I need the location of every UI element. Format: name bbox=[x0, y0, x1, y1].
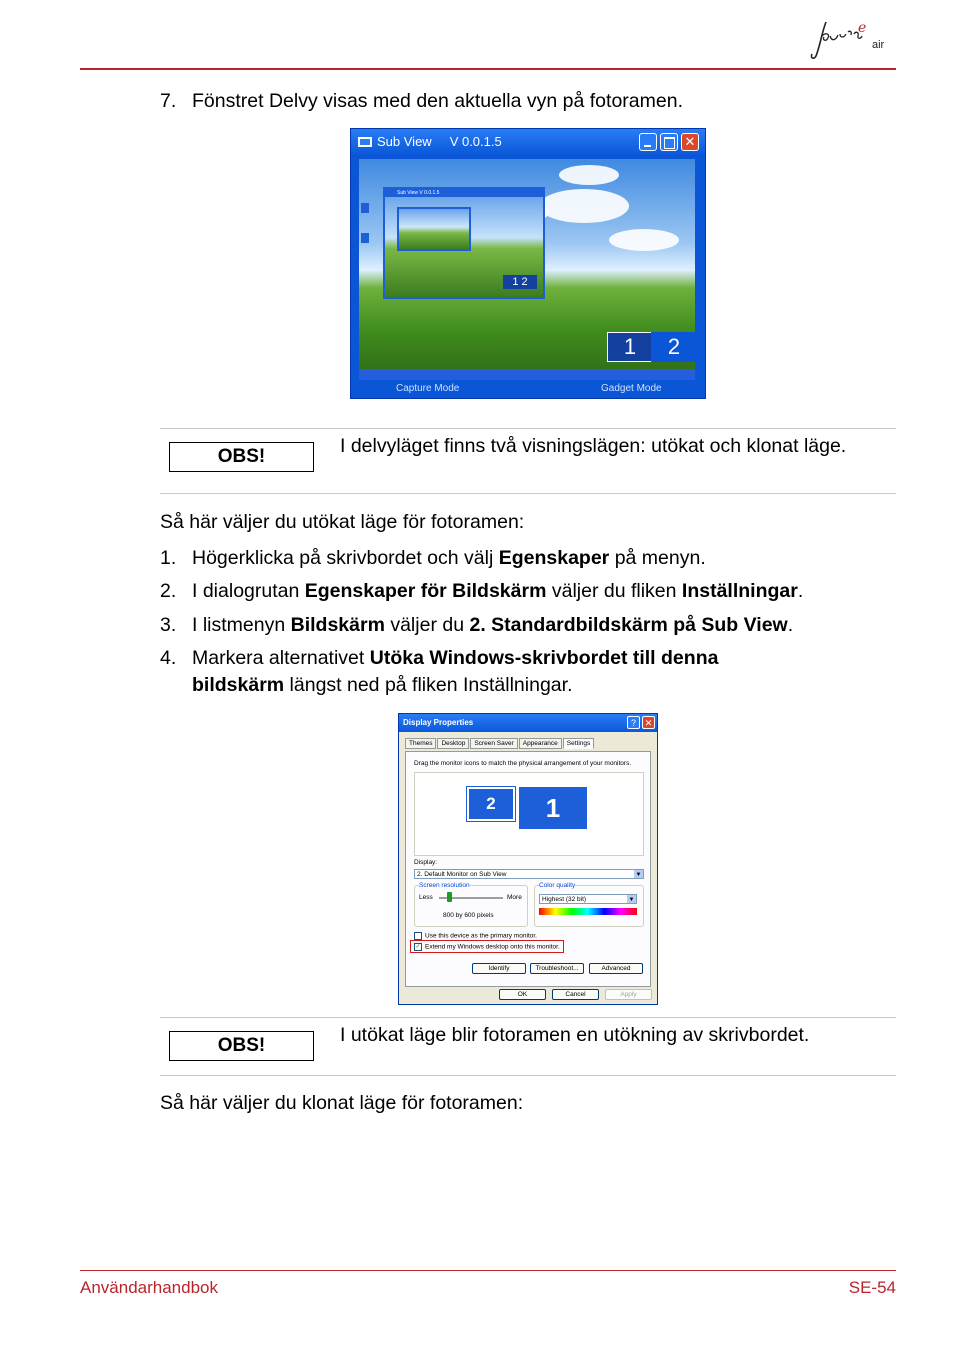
monitor-1-icon[interactable]: 1 bbox=[519, 787, 587, 829]
tab-themes[interactable]: Themes bbox=[405, 738, 436, 749]
subview-app-icon bbox=[357, 135, 373, 149]
note-rule-bottom bbox=[160, 493, 896, 494]
color-quality-select[interactable]: Highest (32 bit) ▼ bbox=[539, 894, 637, 904]
subview-titlebar bbox=[351, 129, 705, 155]
subview-title: Sub View bbox=[377, 134, 432, 149]
tab-settings[interactable]: Settings bbox=[563, 738, 595, 749]
footer-manual-title: Användarhandbok bbox=[80, 1278, 219, 1297]
resolution-label: Screen resolution bbox=[419, 882, 470, 889]
slider-thumb[interactable] bbox=[447, 892, 452, 902]
display-label: Display: bbox=[414, 859, 438, 866]
step-text: I dialogrutan Egenskaper för Bildskärm väljer du fliken Inställningar. bbox=[192, 580, 804, 602]
display-select[interactable]: 2. Default Monitor on Sub View ▼ bbox=[414, 869, 644, 879]
step-text: Markera alternativet Utöka Windows-skrivbordet till denna bildskärm längst ned på fliken Inställningar. bbox=[192, 647, 719, 696]
note-label: OBS! bbox=[169, 1031, 314, 1061]
monitor-2-icon[interactable]: 2 bbox=[651, 332, 697, 362]
svg-text:air: air bbox=[872, 39, 885, 51]
monitor-2-icon[interactable]: 2 bbox=[467, 787, 515, 821]
step-number: 2. bbox=[160, 580, 177, 602]
close-icon[interactable]: ✕ bbox=[681, 133, 699, 151]
nested-subview-window-2 bbox=[397, 207, 471, 251]
step-text: Högerklicka på skrivbordet och välj Egenskaper på menyn. bbox=[192, 547, 706, 569]
footer-rule bbox=[80, 1270, 896, 1271]
note-label: OBS! bbox=[169, 442, 314, 472]
help-icon[interactable]: ? bbox=[627, 716, 640, 729]
step-number: 4. bbox=[160, 647, 177, 669]
color-quality-group bbox=[534, 882, 644, 927]
step-text: Fönstret Delvy visas med den aktuella vyn på fotoramen. bbox=[192, 90, 683, 112]
settings-panel bbox=[405, 751, 651, 987]
note-text: I utökat läge blir fotoramen en utökning av skrivbordet. bbox=[340, 1024, 810, 1046]
close-icon[interactable]: ✕ bbox=[642, 716, 655, 729]
tab-desktop[interactable]: Desktop bbox=[437, 738, 469, 749]
primary-monitor-checkbox[interactable] bbox=[414, 932, 422, 940]
subview-bottom-bar bbox=[351, 380, 705, 398]
primary-monitor-label: Use this device as the primary monitor. bbox=[425, 932, 537, 940]
footer-page-number: SE-54 bbox=[848, 1278, 896, 1297]
note-text: I delvyläget finns två visningslägen: utökat och klonat läge. bbox=[340, 435, 847, 457]
nested-title: Sub View V 0.0.1.5 bbox=[385, 189, 543, 197]
note-rule-top bbox=[160, 1017, 896, 1018]
apply-button[interactable]: Apply bbox=[605, 989, 652, 1000]
minimize-icon[interactable] bbox=[639, 133, 657, 151]
step-number: 7. bbox=[160, 90, 177, 112]
chevron-down-icon: ▼ bbox=[628, 897, 635, 903]
tab-strip bbox=[405, 738, 595, 750]
step-text: I listmenyn Bildskärm väljer du 2. Standardbildskärm på Sub View. bbox=[192, 614, 794, 636]
section-intro: Så här väljer du utökat läge för fotoramen: bbox=[160, 511, 525, 533]
identify-button[interactable]: Identify bbox=[472, 963, 526, 974]
subview-version: V 0.0.1.5 bbox=[449, 134, 502, 149]
advanced-button[interactable]: Advanced bbox=[589, 963, 643, 974]
resolution-value: 800 by 600 pixels bbox=[443, 912, 494, 919]
note-rule-bottom bbox=[160, 1075, 896, 1076]
tab-screen-saver[interactable]: Screen Saver bbox=[470, 738, 517, 749]
nested-subview-window: Sub View V 0.0.1.5 1 2 bbox=[383, 187, 545, 299]
section-intro: Så här väljer du klonat läge för fotoramen: bbox=[160, 1092, 524, 1114]
chevron-down-icon: ▼ bbox=[635, 872, 642, 878]
subview-screenshot bbox=[350, 128, 706, 399]
subview-desktop-preview bbox=[359, 159, 695, 381]
extend-desktop-checkbox[interactable]: ✓ bbox=[415, 944, 421, 950]
color-bar bbox=[539, 908, 637, 915]
brand-logo bbox=[808, 14, 898, 64]
tab-appearance[interactable]: Appearance bbox=[519, 738, 562, 749]
step-number: 1. bbox=[160, 547, 177, 569]
svg-text:e: e bbox=[858, 20, 867, 36]
ok-button[interactable]: OK bbox=[499, 989, 546, 1000]
step-number: 3. bbox=[160, 614, 177, 636]
capture-mode-button[interactable]: Capture Mode bbox=[396, 383, 460, 394]
maximize-icon[interactable] bbox=[660, 133, 678, 151]
monitor-arrangement-area bbox=[414, 772, 644, 856]
extend-desktop-label: Extend my Windows desktop onto this monitor. bbox=[425, 943, 560, 951]
drag-instruction: Drag the monitor icons to match the physical arrangement of your monitors. bbox=[414, 760, 632, 767]
display-properties-screenshot bbox=[398, 713, 658, 1005]
header-rule bbox=[80, 68, 896, 70]
dialog-titlebar bbox=[399, 714, 657, 732]
note-rule-top bbox=[160, 428, 896, 429]
dialog-title: Display Properties bbox=[403, 718, 474, 727]
resolution-group: Screen resolution Less More 800 by 600 pixels bbox=[414, 885, 528, 927]
cancel-button[interactable]: Cancel bbox=[552, 989, 599, 1000]
color-quality-label: Color quality bbox=[539, 882, 576, 889]
gadget-mode-button[interactable]: Gadget Mode bbox=[601, 383, 662, 394]
monitor-1-icon[interactable]: 1 bbox=[607, 332, 653, 362]
troubleshoot-button[interactable]: Troubleshoot... bbox=[530, 963, 584, 974]
